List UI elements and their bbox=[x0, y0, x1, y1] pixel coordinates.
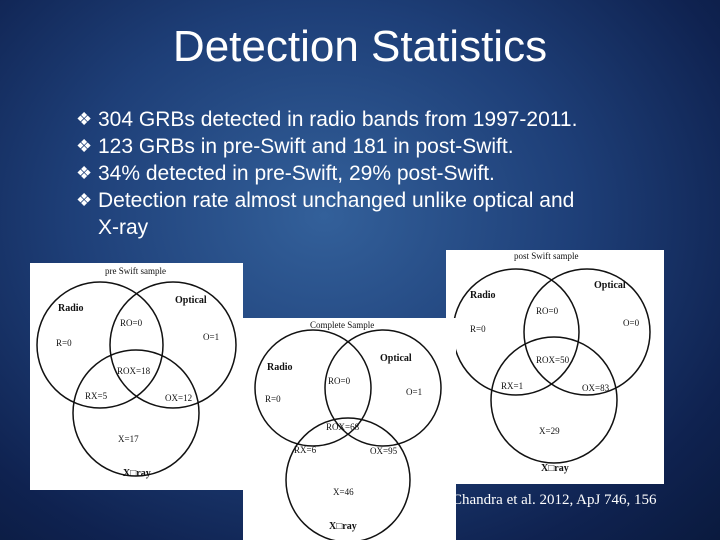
diagram-title: post Swift sample bbox=[514, 251, 579, 261]
optical-label: Optical bbox=[594, 280, 626, 291]
xray-label: X□ray bbox=[123, 468, 151, 479]
diagram-title: Complete Sample bbox=[310, 320, 375, 330]
rx-count: RX=5 bbox=[85, 391, 108, 401]
optical-circle bbox=[110, 282, 236, 408]
optical-circle bbox=[524, 269, 650, 395]
venn-post-swift bbox=[446, 250, 664, 484]
rx-count: RX=1 bbox=[501, 381, 524, 391]
r-count: R=0 bbox=[470, 324, 486, 334]
diagram-title: pre Swift sample bbox=[105, 266, 166, 276]
bullet-diamond-icon: ❖ bbox=[76, 163, 93, 183]
rox-count: ROX=68 bbox=[326, 422, 360, 432]
ox-count: OX=83 bbox=[582, 383, 610, 393]
bullet-text: Detection rate almost unchanged unlike optical and bbox=[98, 189, 575, 212]
o-count: O=1 bbox=[406, 387, 423, 397]
bullet-item bbox=[76, 187, 696, 214]
o-count: O=1 bbox=[203, 332, 220, 342]
bullet-diamond-icon: ❖ bbox=[76, 109, 93, 129]
bullet-item bbox=[76, 160, 696, 187]
bullet-diamond-icon: ❖ bbox=[76, 190, 93, 210]
x-count: X=29 bbox=[539, 426, 560, 436]
x-count: X=17 bbox=[118, 434, 139, 444]
rox-count: ROX=18 bbox=[117, 366, 151, 376]
bullet-diamond-icon: ❖ bbox=[76, 136, 93, 156]
ro-count: RO=0 bbox=[536, 306, 559, 316]
bullet-text: 123 GRBs in pre-Swift and 181 in post-Swift. bbox=[98, 135, 514, 158]
rox-count: ROX=50 bbox=[536, 355, 570, 365]
bullet-text: 304 GRBs detected in radio bands from 1997-2011. bbox=[98, 108, 578, 131]
x-count: X=46 bbox=[333, 487, 354, 497]
citation: Chandra et al. 2012, ApJ 746, 156 bbox=[452, 492, 657, 508]
r-count: R=0 bbox=[265, 394, 281, 404]
optical-label: Optical bbox=[175, 295, 207, 306]
radio-label: Radio bbox=[267, 362, 293, 373]
xray-label: X□ray bbox=[329, 521, 357, 532]
bullet-item-continued bbox=[76, 214, 696, 241]
bullet-text: X-ray bbox=[98, 216, 149, 239]
radio-label: Radio bbox=[58, 303, 84, 314]
radio-label: Radio bbox=[470, 290, 496, 301]
bullet-item bbox=[76, 133, 696, 160]
venn-pre-swift bbox=[30, 263, 243, 490]
rx-count: RX=6 bbox=[294, 445, 317, 455]
ox-count: OX=95 bbox=[370, 446, 398, 456]
ro-count: RO=0 bbox=[328, 376, 351, 386]
r-count: R=0 bbox=[56, 338, 72, 348]
o-count: O=0 bbox=[623, 318, 640, 328]
bullet-item bbox=[76, 106, 696, 133]
ox-count: OX=12 bbox=[165, 393, 193, 403]
xray-label: X□ray bbox=[541, 463, 569, 474]
slide-title: Detection Statistics bbox=[172, 22, 548, 71]
bullet-list bbox=[76, 106, 696, 241]
venn-complete-sample bbox=[243, 318, 456, 540]
optical-label: Optical bbox=[380, 353, 412, 364]
ro-count: RO=0 bbox=[120, 318, 143, 328]
bullet-text: 34% detected in pre-Swift, 29% post-Swift. bbox=[98, 162, 495, 185]
